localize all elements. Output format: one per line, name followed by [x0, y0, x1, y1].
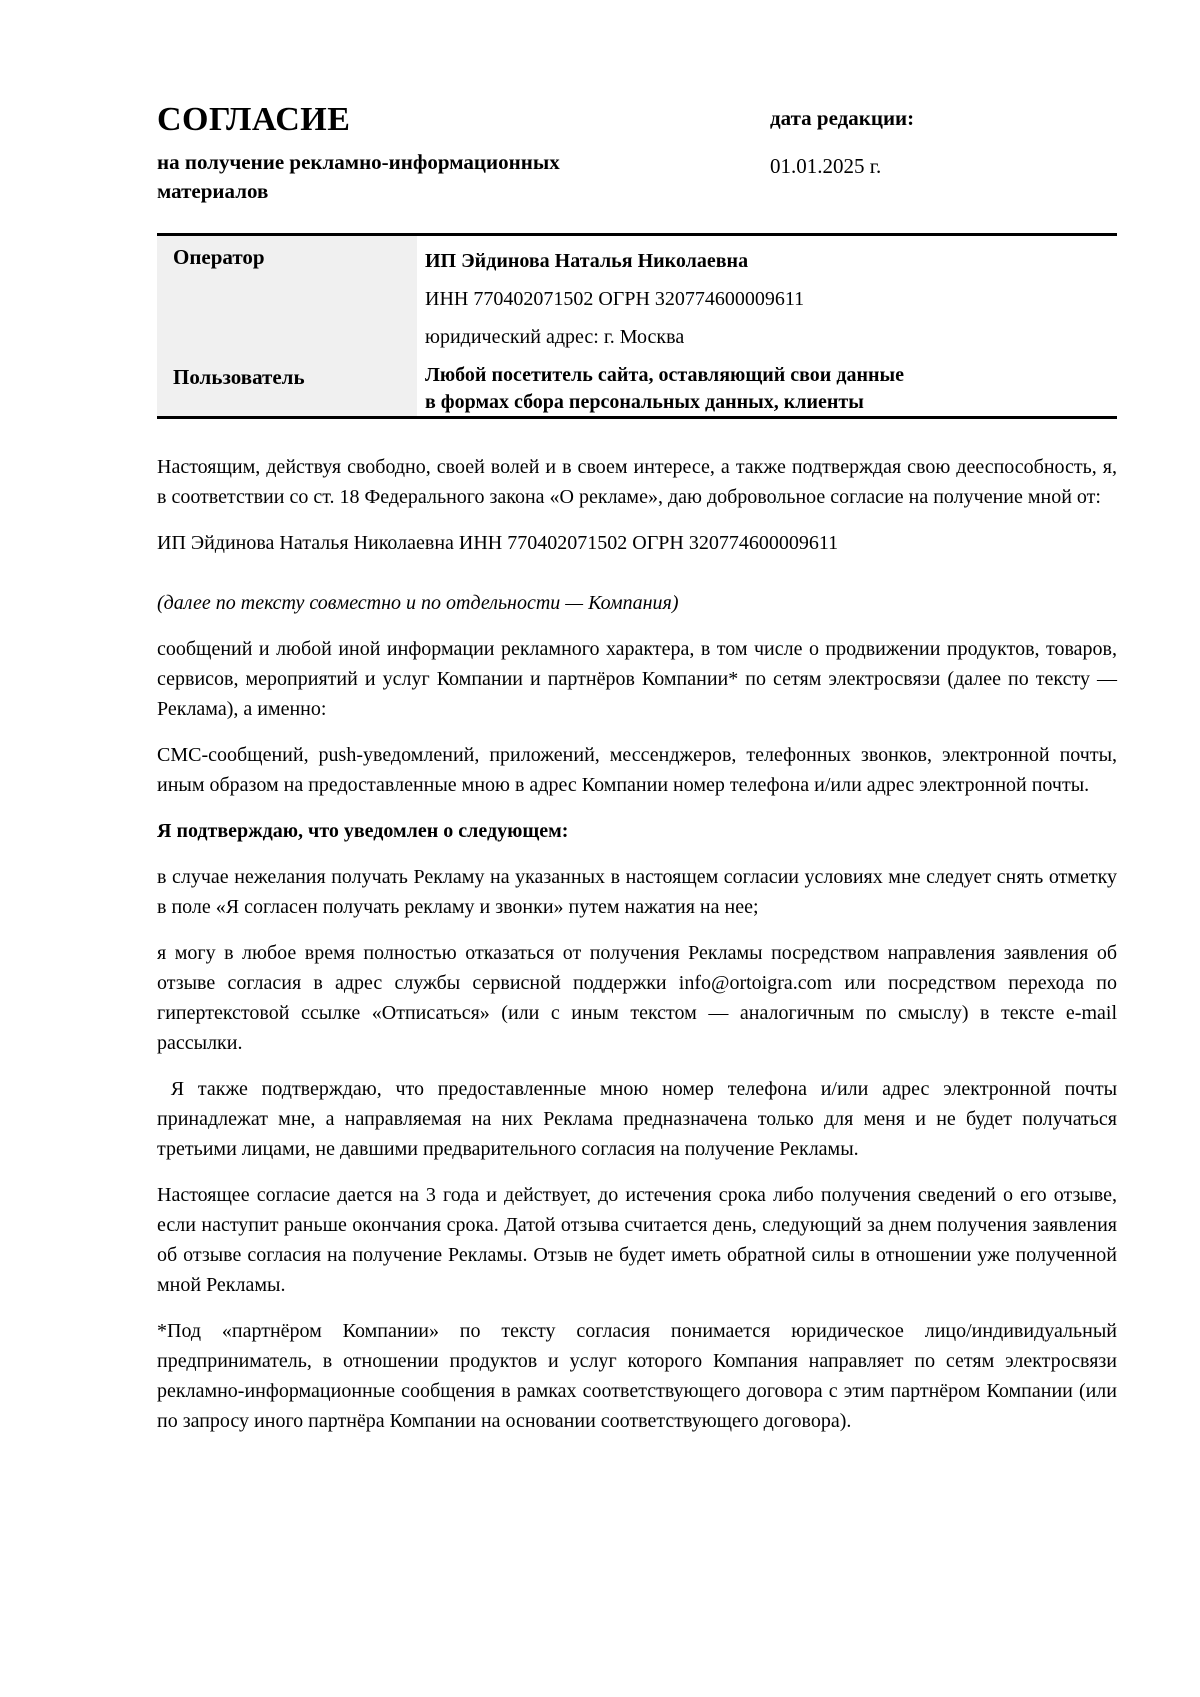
- revision-label: дата редакции:: [770, 106, 915, 130]
- paragraph-optout-methods: я могу в любое время полностью отказаться от получения Рекламы посредством направления заявления об отзыве согласия в адрес службы сервисной поддержки info@ortoigra.com или посредством перехода по гипертекстовой ссылке «Отписаться» (или с иным текстом — аналогичным по смыслу) в тексте e-mail рассылки.: [157, 942, 1117, 1054]
- paragraph-company-definition: (далее по тексту совместно и по отдельности — Компания): [157, 592, 679, 614]
- paragraph-channels: СМС-сообщений, push-уведомлений, приложений, мессенджеров, телефонных звонков, электронной почты, иным образом на предоставленные мною в адрес Компании номер телефона и/или адрес электронной почты.: [157, 744, 1117, 796]
- parties-table: [157, 233, 1117, 419]
- paragraph-ownership-confirmation: Я также подтверждаю, что предоставленные мною номер телефона и/или адрес электронной почты принадлежат мне, а направляемая на них Реклама предназначена только для меня и не будет получаться третьими лицами, не давшими предварительного согласия на получение Рекламы.: [157, 1078, 1117, 1160]
- operator-name: ИП Эйдинова Наталья Николаевна: [425, 250, 749, 272]
- user-label: Пользователь: [157, 356, 417, 416]
- operator-details: [417, 236, 1117, 356]
- paragraph-term: Настоящее согласие дается на 3 года и действует, до истечения срока либо получения сведений о его отзыве, если наступит раньше окончания срока. Датой отзыва считается день, следующий за днем получения заявления об отзыве согласия на получение Рекламы. Отзыв не будет иметь обратной силы в отношении уже полученной мной Рекламы.: [157, 1184, 1117, 1296]
- body-text: [157, 452, 1117, 1452]
- paragraph-confirm-heading: Я подтверждаю, что уведомлен о следующем:: [157, 820, 569, 842]
- page-subtitle: на получение рекламно-информационных материалов: [157, 150, 560, 203]
- revision-block: [770, 106, 914, 178]
- operator-label: Оператор: [157, 236, 417, 356]
- page-title: СОГЛАСИЕ: [157, 101, 351, 138]
- paragraph-ads-scope: сообщений и любой иной информации рекламного характера, в том числе о продвижении продуктов, товаров, сервисов, мероприятий и услуг Компании и партнёров Компании* по сетям электросвязи (далее по тексту — Реклама), а именно:: [157, 638, 1117, 720]
- paragraph-intro: Настоящим, действуя свободно, своей волей и в своем интересе, а также подтверждая свою дееспособность, я, в соответствии со ст. 18 Федерального закона «О рекламе», даю добровольное согласие на получение мной от:: [157, 456, 1117, 508]
- user-description-line1: Любой посетитель сайта, оставляющий свои данные: [425, 364, 904, 386]
- paragraph-partner-footnote: *Под «партнёром Компании» по тексту согласия понимается юридическое лицо/индивидуальный предприниматель, в отношении продуктов и услуг которого Компания направляет по сетям электросвязи рекламно-информационные сообщения в рамках соответствующего договора с этим партнёром Компании (или по запросу иного партнёра Компании на основании соответствующего договора).: [157, 1320, 1117, 1432]
- paragraph-optout-checkbox: в случае нежелания получать Рекламу на указанных в настоящем согласии условиях мне следует снять отметку в поле «Я согласен получать рекламу и звонки» путем нажатия на нее;: [157, 866, 1117, 918]
- user-description-line2: в формах сбора персональных данных, клиенты: [425, 391, 864, 413]
- paragraph-company-requisites: ИП Эйдинова Наталья Николаевна ИНН 770402071502 ОГРН 320774600009611: [157, 532, 839, 554]
- operator-address: юридический адрес: г. Москва: [425, 326, 685, 348]
- title-block: [157, 100, 637, 206]
- user-description: [417, 356, 1117, 416]
- user-description-lines: [425, 362, 1117, 416]
- operator-registration: ИНН 770402071502 ОГРН 320774600009611: [425, 288, 805, 310]
- revision-date: 01.01.2025 г.: [770, 154, 882, 178]
